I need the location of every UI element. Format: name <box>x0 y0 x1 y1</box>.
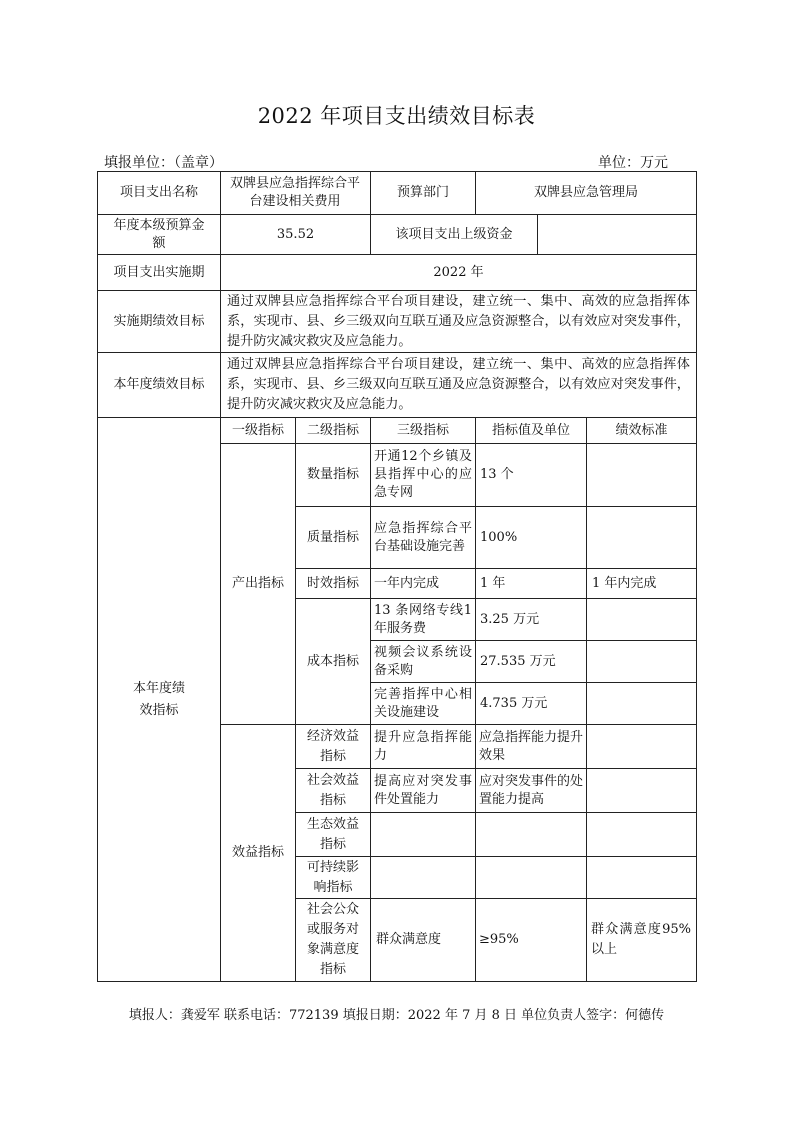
row-standard <box>587 683 696 724</box>
row-value: 应对突发事件的处置能力提高 <box>479 773 584 807</box>
year-goal-value: 通过双牌县应急指挥综合平台项目建设，建立统一、集中、高效的应急指挥体系，实现市、县、乡三级双向互联互通及应急资源整合，以有效应对突发事件，提升防灾减灾救灾及应急能力。 <box>227 357 690 412</box>
row-value <box>477 813 585 856</box>
row-standard <box>587 725 696 768</box>
header-standard: 绩效标准 <box>615 422 668 438</box>
unit-label: 单位：万元 <box>598 155 668 171</box>
row-level3: 13 条网络专线1 年服务费 <box>374 602 472 636</box>
period-label: 项目支出实施期 <box>113 264 205 280</box>
level2-ecological: 生态效益指标 <box>306 816 359 852</box>
indicators-section-label: 本年度绩效指标 <box>132 681 185 718</box>
grid-line <box>97 981 697 982</box>
row-value: ≥95% <box>479 932 519 947</box>
row-standard: 群众满意度95%以上 <box>591 922 691 957</box>
budget-dept-label: 预算部门 <box>396 185 449 200</box>
row-standard <box>587 857 696 898</box>
row-standard <box>587 599 696 640</box>
grid-line <box>475 417 476 982</box>
row-standard <box>587 813 696 856</box>
row-level3: 提高应对突发事件处置能力 <box>374 773 472 807</box>
row-standard <box>587 444 696 506</box>
level2-quality: 质量指标 <box>306 529 359 545</box>
grid-line <box>370 417 371 982</box>
row-value: 应急指挥能力提升效果 <box>479 729 584 763</box>
header-value: 指标值及单位 <box>491 422 570 438</box>
row-level3 <box>374 857 472 898</box>
row-level3: 完善指挥中心相关设施建设 <box>374 686 472 720</box>
row-level3 <box>374 813 472 856</box>
row-level3: 提升应急指挥能力 <box>374 729 472 763</box>
row-standard: 1 年内完成 <box>592 575 657 591</box>
row-value: 4.735 万元 <box>480 695 548 711</box>
year-goal-label: 本年度绩效目标 <box>113 377 205 392</box>
row-standard <box>587 641 696 682</box>
level2-satisfaction: 社会公众或服务对象满意度指标 <box>306 902 359 977</box>
budget-amount-label: 年度本级预算金额 <box>113 217 205 251</box>
row-value <box>477 857 585 898</box>
level2-sustainability: 可持续影响指标 <box>306 859 359 895</box>
row-value: 1 年 <box>480 575 506 591</box>
row-level3: 应急指挥综合平台基础设施完善 <box>374 520 472 554</box>
level2-economic: 经济效益指标 <box>306 728 359 764</box>
period-value: 2022 年 <box>433 264 484 280</box>
row-standard <box>587 507 696 568</box>
row-value: 3.25 万元 <box>480 611 540 627</box>
superior-funds-value <box>538 215 696 254</box>
row-level3: 群众满意度 <box>376 932 442 947</box>
superior-funds-label: 该项目支出上级资金 <box>395 226 513 242</box>
row-value: 27.535 万元 <box>480 653 556 669</box>
row-standard <box>587 769 696 812</box>
fill-unit-label: 填报单位：（盖章） <box>104 155 223 171</box>
header-level2: 二级指标 <box>306 422 359 438</box>
level1-output: 产出指标 <box>231 576 284 591</box>
project-name-label: 项目支出名称 <box>119 185 198 200</box>
level2-cost: 成本指标 <box>306 653 359 669</box>
row-value: 100% <box>480 529 518 545</box>
page-title: 2022 年项目支出绩效目标表 <box>257 104 536 128</box>
project-name-value: 双牌县应急指挥综合平台建设相关费用 <box>229 176 360 209</box>
period-goal-label: 实施期绩效目标 <box>113 313 205 329</box>
footer-signature-line: 填报人：龚爱军 联系电话：772139 填报日期：2022 年 7 月 8 日 单位负责人签字：何德传 <box>128 1008 665 1023</box>
row-value: 13 个 <box>480 467 514 482</box>
header-level3: 三级指标 <box>396 422 449 438</box>
row-level3: 视频会议系统设备采购 <box>374 644 472 678</box>
header-level1: 一级指标 <box>231 422 284 438</box>
row-level3: 开通12个乡镇及县指挥中心的应急专网 <box>374 449 472 500</box>
grid-line <box>696 171 697 982</box>
level2-social: 社会效益指标 <box>306 772 359 808</box>
level2-quantity: 数量指标 <box>306 467 359 482</box>
level1-benefit: 效益指标 <box>231 845 284 860</box>
budget-amount-value: 35.52 <box>276 226 315 242</box>
budget-dept-value: 双牌县应急管理局 <box>533 185 638 200</box>
period-goal-value: 通过双牌县应急指挥综合平台项目建设，建立统一、集中、高效的应急指挥体系，实现市、县、乡三级双向互联互通及应急资源整合，以有效应对突发事件，提升防灾减灾救灾及应急能力。 <box>227 293 690 349</box>
row-level3: 一年内完成 <box>374 575 440 591</box>
level2-timeliness: 时效指标 <box>306 575 359 591</box>
